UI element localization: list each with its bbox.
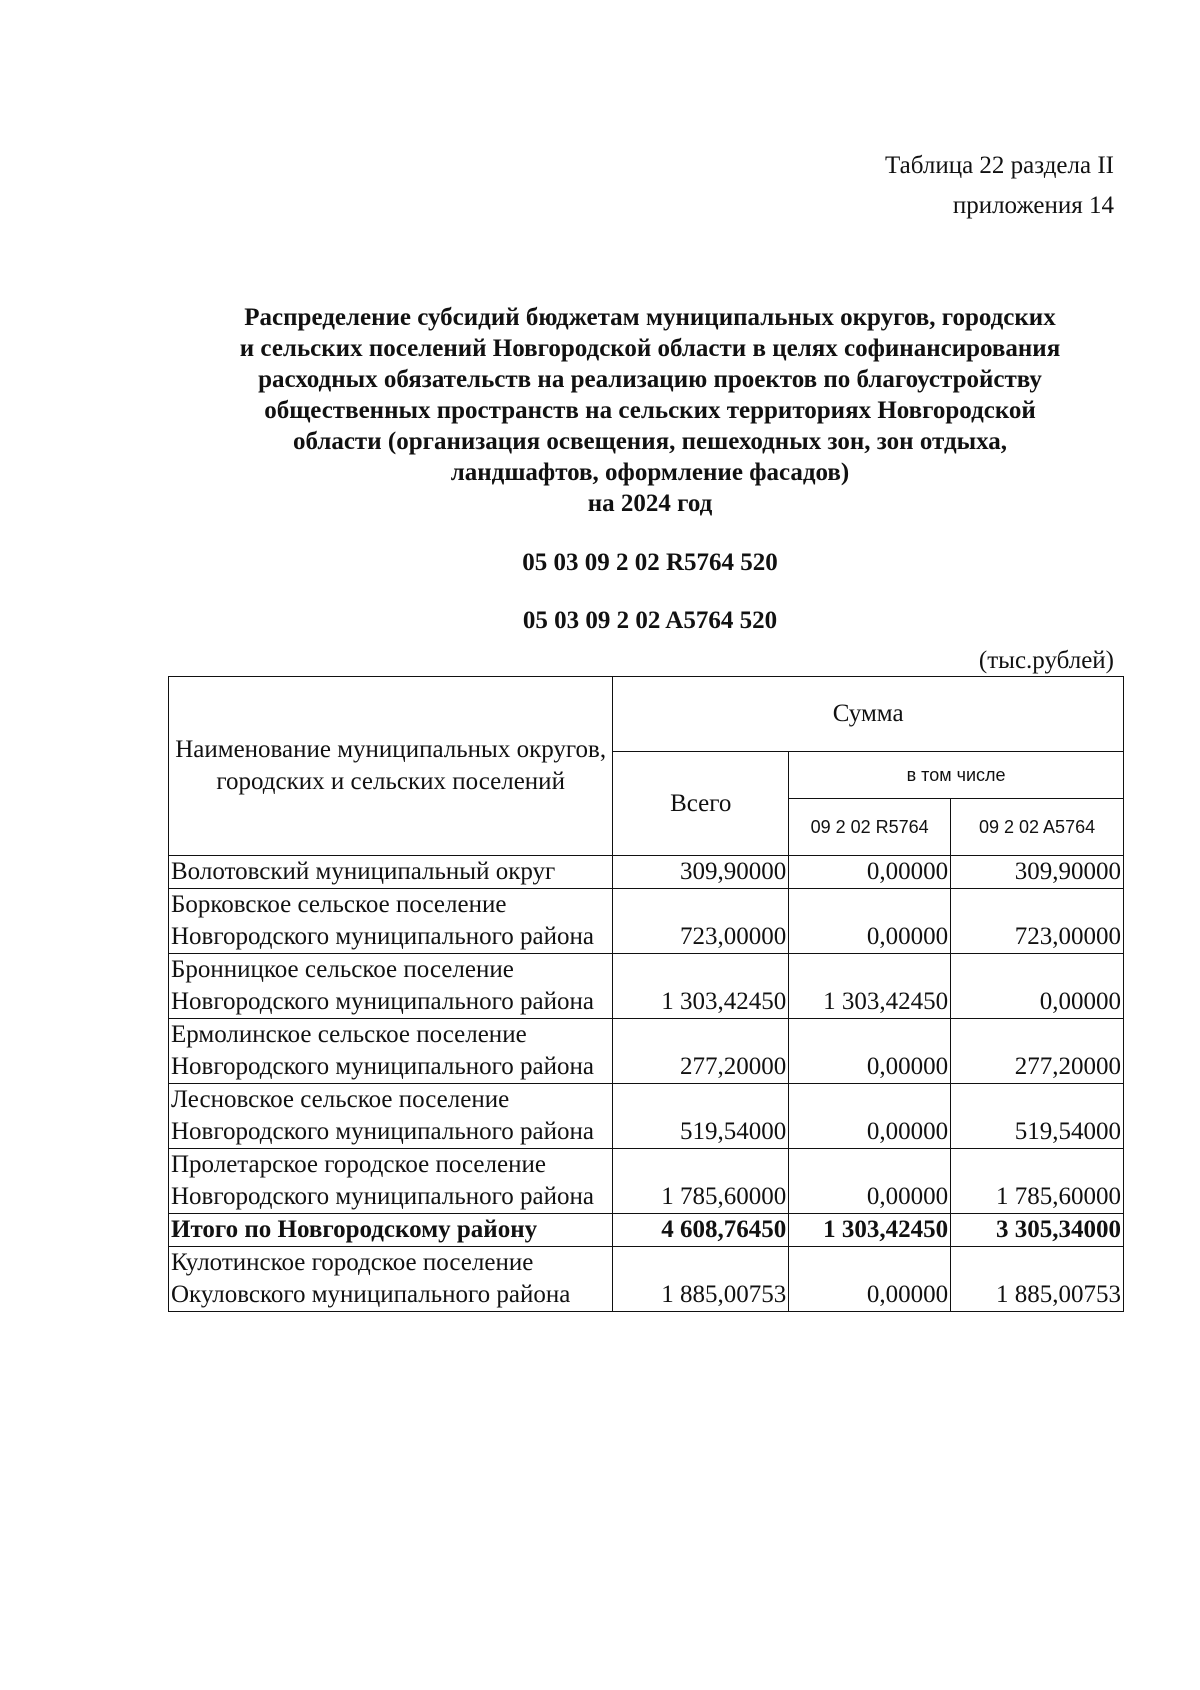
municipality-name-cell: Кулотинское городское поселение Окуловского муниципального района: [169, 1247, 613, 1312]
r5764-cell: 0,00000: [789, 1084, 951, 1149]
table-row: [169, 856, 1124, 889]
subsidy-table: [168, 676, 1124, 1312]
table-row: [169, 1149, 1124, 1214]
r5764-cell: 0,00000: [789, 1019, 951, 1084]
municipality-name-cell: Лесновское сельское поселение Новгородского муниципального района: [169, 1084, 613, 1149]
a5764-cell: 0,00000: [951, 954, 1124, 1019]
table-row: [169, 1019, 1124, 1084]
r5764-cell: 1 303,42450: [789, 1214, 951, 1247]
total-cell: 309,90000: [613, 856, 789, 889]
table-row: [169, 1214, 1124, 1247]
title-line: общественных пространств на сельских территориях Новгородской: [264, 397, 1036, 424]
table-row: [169, 954, 1124, 1019]
a5764-cell: 1 785,60000: [951, 1149, 1124, 1214]
header-code-a: 09 2 02 A5764: [951, 799, 1124, 856]
units-label: (тыс.рублей): [978, 647, 1114, 674]
municipality-name-cell: Итого по Новгородскому району: [169, 1214, 613, 1247]
header-total: Всего: [613, 752, 789, 856]
table-header-row: [169, 677, 1124, 752]
title-line: ландшафтов, оформление фасадов): [450, 459, 850, 486]
a5764-cell: 1 885,00753: [951, 1247, 1124, 1312]
header-code-r: 09 2 02 R5764: [789, 799, 951, 856]
a5764-cell: 519,54000: [951, 1084, 1124, 1149]
title-line: и сельских поселений Новгородской области в целях софинансирования: [239, 335, 1061, 362]
a5764-cell: 3 305,34000: [951, 1214, 1124, 1247]
reference-appendix: приложения 14: [952, 192, 1114, 219]
header-name: Наименование муниципальных округов, городских и сельских поселений: [169, 677, 613, 856]
total-cell: 519,54000: [613, 1084, 789, 1149]
municipality-name-cell: Борковское сельское поселение Новгородского муниципального района: [169, 889, 613, 954]
a5764-cell: 723,00000: [951, 889, 1124, 954]
total-cell: 1 885,00753: [613, 1247, 789, 1312]
table-row: [169, 889, 1124, 954]
total-cell: 277,20000: [613, 1019, 789, 1084]
header-including: в том числе: [789, 752, 1124, 799]
r5764-cell: 0,00000: [789, 1247, 951, 1312]
r5764-cell: 0,00000: [789, 889, 951, 954]
r5764-cell: 1 303,42450: [789, 954, 951, 1019]
total-cell: 1 785,60000: [613, 1149, 789, 1214]
total-cell: 1 303,42450: [613, 954, 789, 1019]
municipality-name-cell: Пролетарское городское поселение Новгородского муниципального района: [169, 1149, 613, 1214]
document-title: [0, 302, 1200, 519]
municipality-name-cell: Волотовский муниципальный округ: [169, 856, 613, 889]
title-line: на 2024 год: [587, 490, 713, 517]
a5764-cell: 277,20000: [951, 1019, 1124, 1084]
title-line: Распределение субсидий бюджетам муниципальных округов, городских: [244, 304, 1056, 331]
total-cell: 723,00000: [613, 889, 789, 954]
title-line: области (организация освещения, пешеходных зон, зон отдыха,: [292, 428, 1008, 455]
r5764-cell: 0,00000: [789, 856, 951, 889]
title-line: расходных обязательств на реализацию проектов по благоустройству: [258, 366, 1042, 393]
municipality-name-cell: Ермолинское сельское поселение Новгородского муниципального района: [169, 1019, 613, 1084]
r5764-cell: 0,00000: [789, 1149, 951, 1214]
table-row: [169, 1247, 1124, 1312]
budget-code-a: 05 03 09 2 02 A5764 520: [522, 607, 778, 634]
budget-code-r: 05 03 09 2 02 R5764 520: [522, 549, 778, 576]
a5764-cell: 309,90000: [951, 856, 1124, 889]
header-sum: Сумма: [613, 677, 1124, 752]
table-row: [169, 1084, 1124, 1149]
reference-table-number: Таблица 22 раздела II: [885, 152, 1114, 179]
total-cell: 4 608,76450: [613, 1214, 789, 1247]
document-reference: [885, 146, 1114, 226]
municipality-name-cell: Бронницкое сельское поселение Новгородского муниципального района: [169, 954, 613, 1019]
